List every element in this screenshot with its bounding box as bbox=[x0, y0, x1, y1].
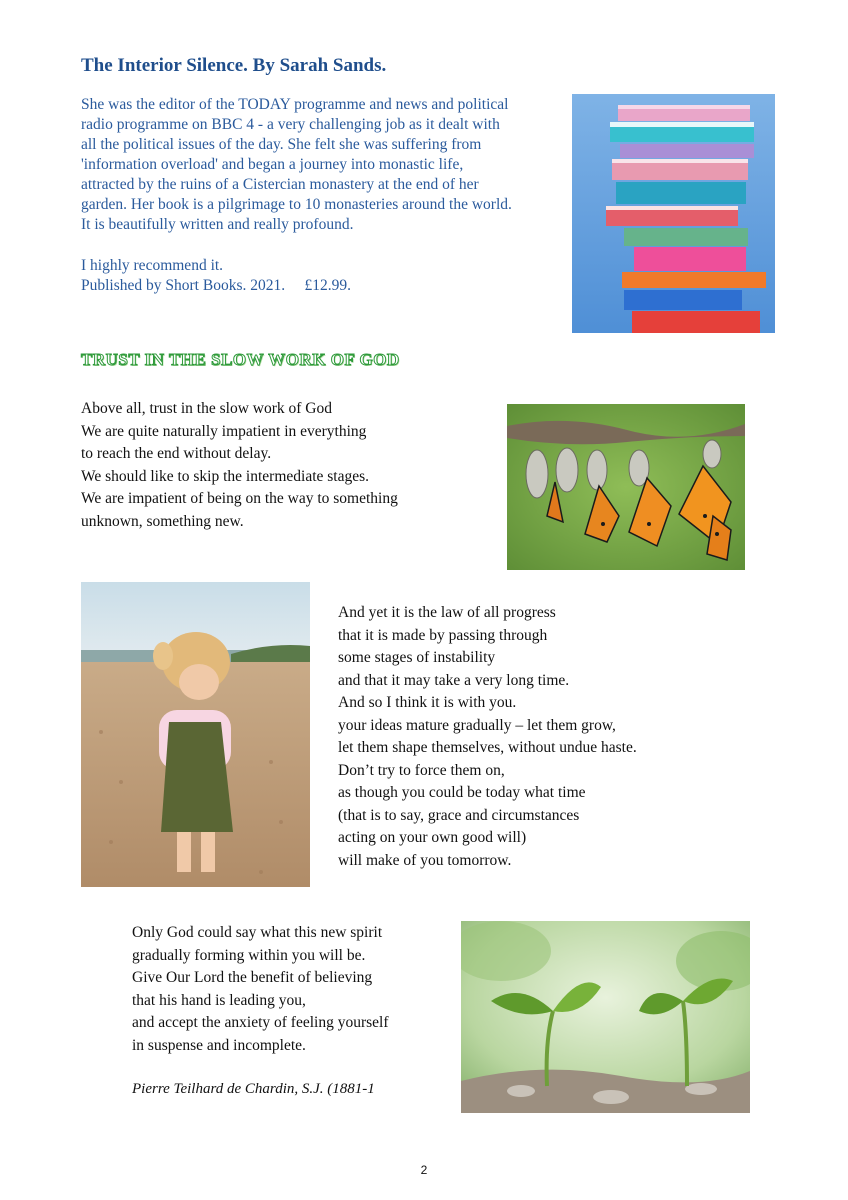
poem-title: TRUST IN THE SLOW WORK OF GOD bbox=[81, 350, 400, 369]
article-title: The Interior Silence. By Sarah Sands. bbox=[81, 55, 387, 76]
article-line: all the political issues of the day. She felt she was suffering from bbox=[81, 136, 482, 153]
poem-line: to reach the end without delay. bbox=[81, 445, 272, 462]
article-line: It is beautifully written and really profound. bbox=[81, 216, 354, 233]
poem-line: gradually forming within you will be. bbox=[132, 946, 366, 964]
poem-attribution: Pierre Teilhard de Chardin, S.J. (1881-1 bbox=[132, 1081, 375, 1097]
poem-line: and that it may take a very long time. bbox=[338, 671, 570, 689]
poem-line: And so I think it is with you. bbox=[338, 694, 517, 711]
poem-line: some stages of instability bbox=[338, 649, 496, 666]
poem-line: your ideas mature gradually – let them grow, bbox=[338, 716, 616, 734]
poem-stanza-3 bbox=[132, 922, 389, 1057]
poem-line: We are impatient of being on the way to something bbox=[81, 490, 398, 507]
poem-line: Don’t try to force them on, bbox=[338, 761, 505, 779]
poem-line: in suspense and incomplete. bbox=[132, 1036, 306, 1054]
poem-line: And yet it is the law of all progress bbox=[338, 604, 556, 621]
poem-line: (that is to say, grace and circumstances bbox=[338, 806, 580, 824]
seedlings-image bbox=[461, 921, 750, 1113]
publication-line: Published by Short Books. 2021. £12.99. bbox=[81, 277, 351, 294]
poem-stanza-2 bbox=[338, 602, 637, 872]
poem-stanza-1 bbox=[81, 398, 398, 533]
butterflies-image bbox=[507, 404, 745, 570]
article-line: She was the editor of the TODAY programme and news and political bbox=[81, 96, 509, 113]
poem-line: We should like to skip the intermediate stages. bbox=[81, 467, 370, 485]
poem-line: We are quite naturally impatient in everything bbox=[81, 422, 367, 440]
poem-line: that his hand is leading you, bbox=[132, 991, 306, 1009]
poem-line: Above all, trust in the slow work of God bbox=[81, 400, 332, 417]
books-stack-image bbox=[572, 94, 775, 333]
poem-line: will make of you tomorrow. bbox=[338, 851, 512, 869]
article-body bbox=[81, 95, 512, 235]
poem-line: unknown, something new. bbox=[81, 512, 244, 530]
article-line: 'information overload' and began a journey into monastic life, bbox=[81, 156, 464, 173]
poem-line: acting on your own good will) bbox=[338, 829, 527, 846]
child-on-beach-image bbox=[81, 582, 310, 887]
article-recommendation bbox=[81, 256, 351, 296]
poem-line: Give Our Lord the benefit of believing bbox=[132, 969, 373, 986]
poem-line: Only God could say what this new spirit bbox=[132, 924, 383, 941]
page-number: 2 bbox=[420, 1163, 428, 1177]
article-line: attracted by the ruins of a Cistercian monastery at the end of her bbox=[81, 176, 479, 193]
article-line: radio programme on BBC 4 - a very challenging job as it dealt with bbox=[81, 116, 500, 133]
poem-line: as though you could be today what time bbox=[338, 784, 586, 801]
poem-line: and accept the anxiety of feeling yourself bbox=[132, 1014, 389, 1031]
poem-line: let them shape themselves, without undue haste. bbox=[338, 739, 637, 756]
article-line: garden. Her book is a pilgrimage to 10 monasteries around the world. bbox=[81, 196, 512, 213]
recommend-line: I highly recommend it. bbox=[81, 257, 224, 274]
poem-line: that it is made by passing through bbox=[338, 626, 548, 644]
